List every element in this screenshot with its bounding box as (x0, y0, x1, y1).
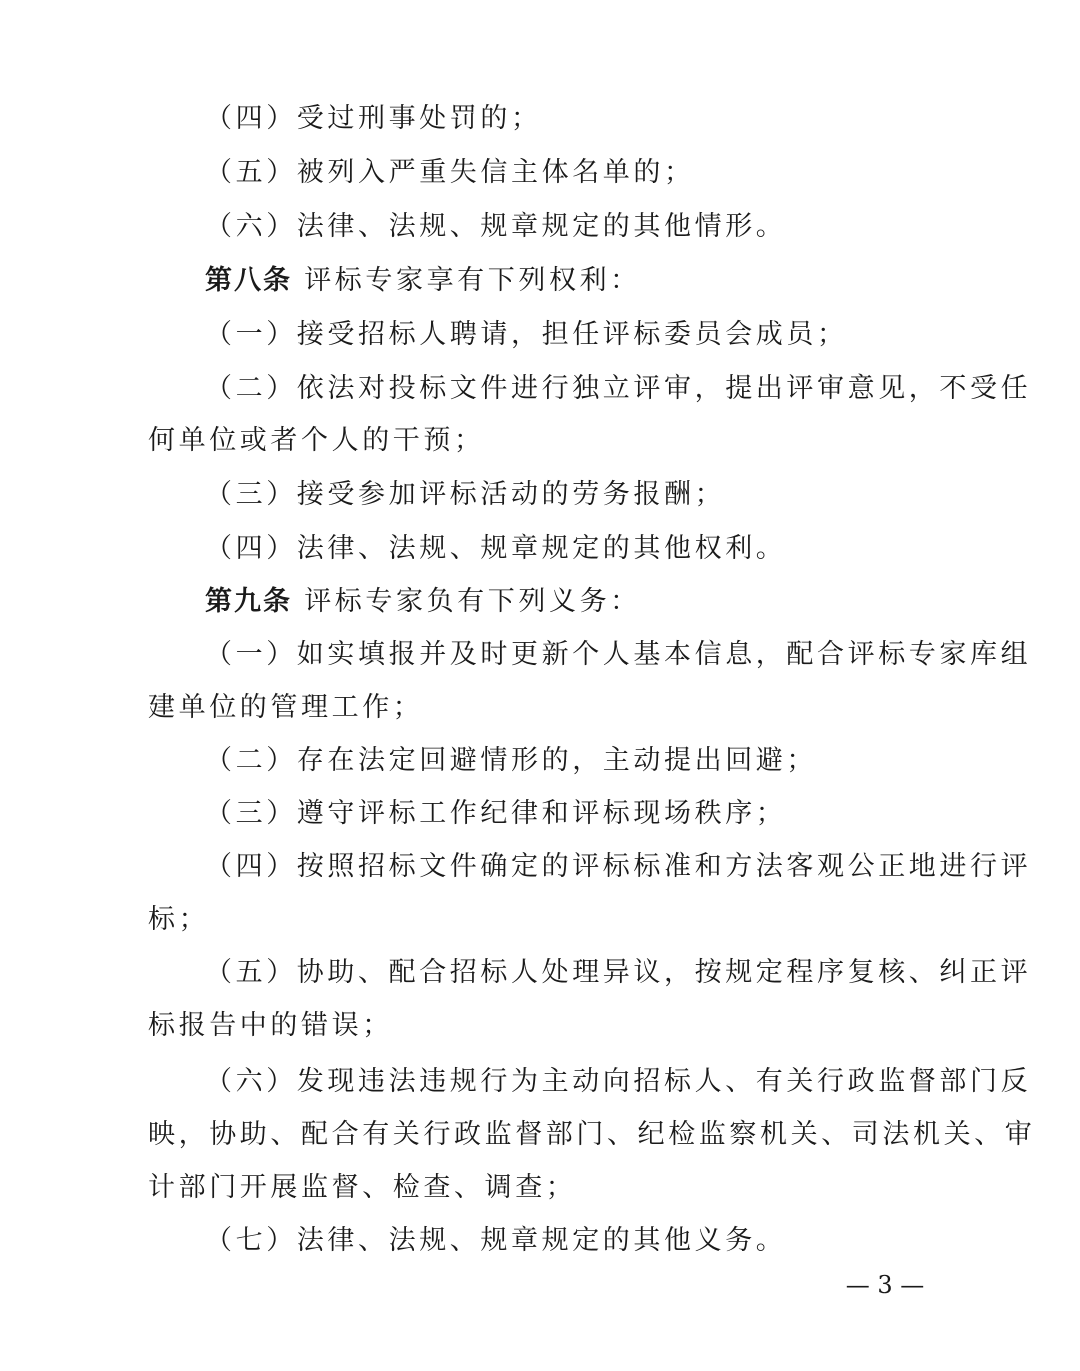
article-9 (205, 585, 940, 619)
duty-5-line-2: 标报告中的错误； (148, 1010, 393, 1041)
right-2-line-1: （二）依法对投标文件进行独立评审，提出评审意见，不受任 (205, 373, 1032, 404)
right-3: （三）接受参加评标活动的劳务报酬； (205, 479, 726, 510)
duty-1-line-2: 建单位的管理工作； (148, 692, 424, 723)
right-1: （一）接受招标人聘请，担任评标委员会成员； (205, 319, 848, 350)
duty-2: （二）存在法定回避情形的，主动提出回避； (205, 745, 817, 776)
right-4: （四）法律、法规、规章规定的其他权利。 (205, 533, 787, 564)
right-2-line-2: 何单位或者个人的干预； (148, 425, 485, 456)
duty-6-line-1: （六）发现违法违规行为主动向招标人、有关行政监督部门反 (205, 1066, 1032, 1097)
article-8-heading: 第八条 (205, 265, 292, 296)
duty-4-line-2: 标； (148, 904, 210, 935)
article-9-heading: 第九条 (205, 586, 292, 617)
duty-6-line-2: 映，协助、配合有关行政监督部门、纪检监察机关、司法机关、审 (148, 1119, 1036, 1150)
article-8 (205, 264, 940, 298)
duty-7: （七）法律、法规、规章规定的其他义务。 (205, 1225, 787, 1256)
page-number: — 3 — (845, 1271, 925, 1299)
item-6-other-circumstances: （六）法律、法规、规章规定的其他情形。 (205, 211, 787, 242)
duty-5-line-1: （五）协助、配合招标人处理异议，按规定程序复核、纠正评 (205, 957, 1032, 988)
article-9-text: 评标专家负有下列义务： (304, 586, 641, 617)
article-8-text: 评标专家享有下列权利： (304, 265, 641, 296)
duty-6-line-3: 计部门开展监督、检查、调查； (148, 1172, 577, 1203)
duty-4-line-1: （四）按照招标文件确定的评标标准和方法客观公正地进行评 (205, 851, 1032, 882)
duty-1-line-1: （一）如实填报并及时更新个人基本信息，配合评标专家库组 (205, 639, 1032, 670)
item-4-criminal-penalty: （四）受过刑事处罚的； (205, 103, 542, 134)
item-5-dishonest-list: （五）被列入严重失信主体名单的； (205, 157, 695, 188)
duty-3: （三）遵守评标工作纪律和评标现场秩序； (205, 798, 787, 829)
